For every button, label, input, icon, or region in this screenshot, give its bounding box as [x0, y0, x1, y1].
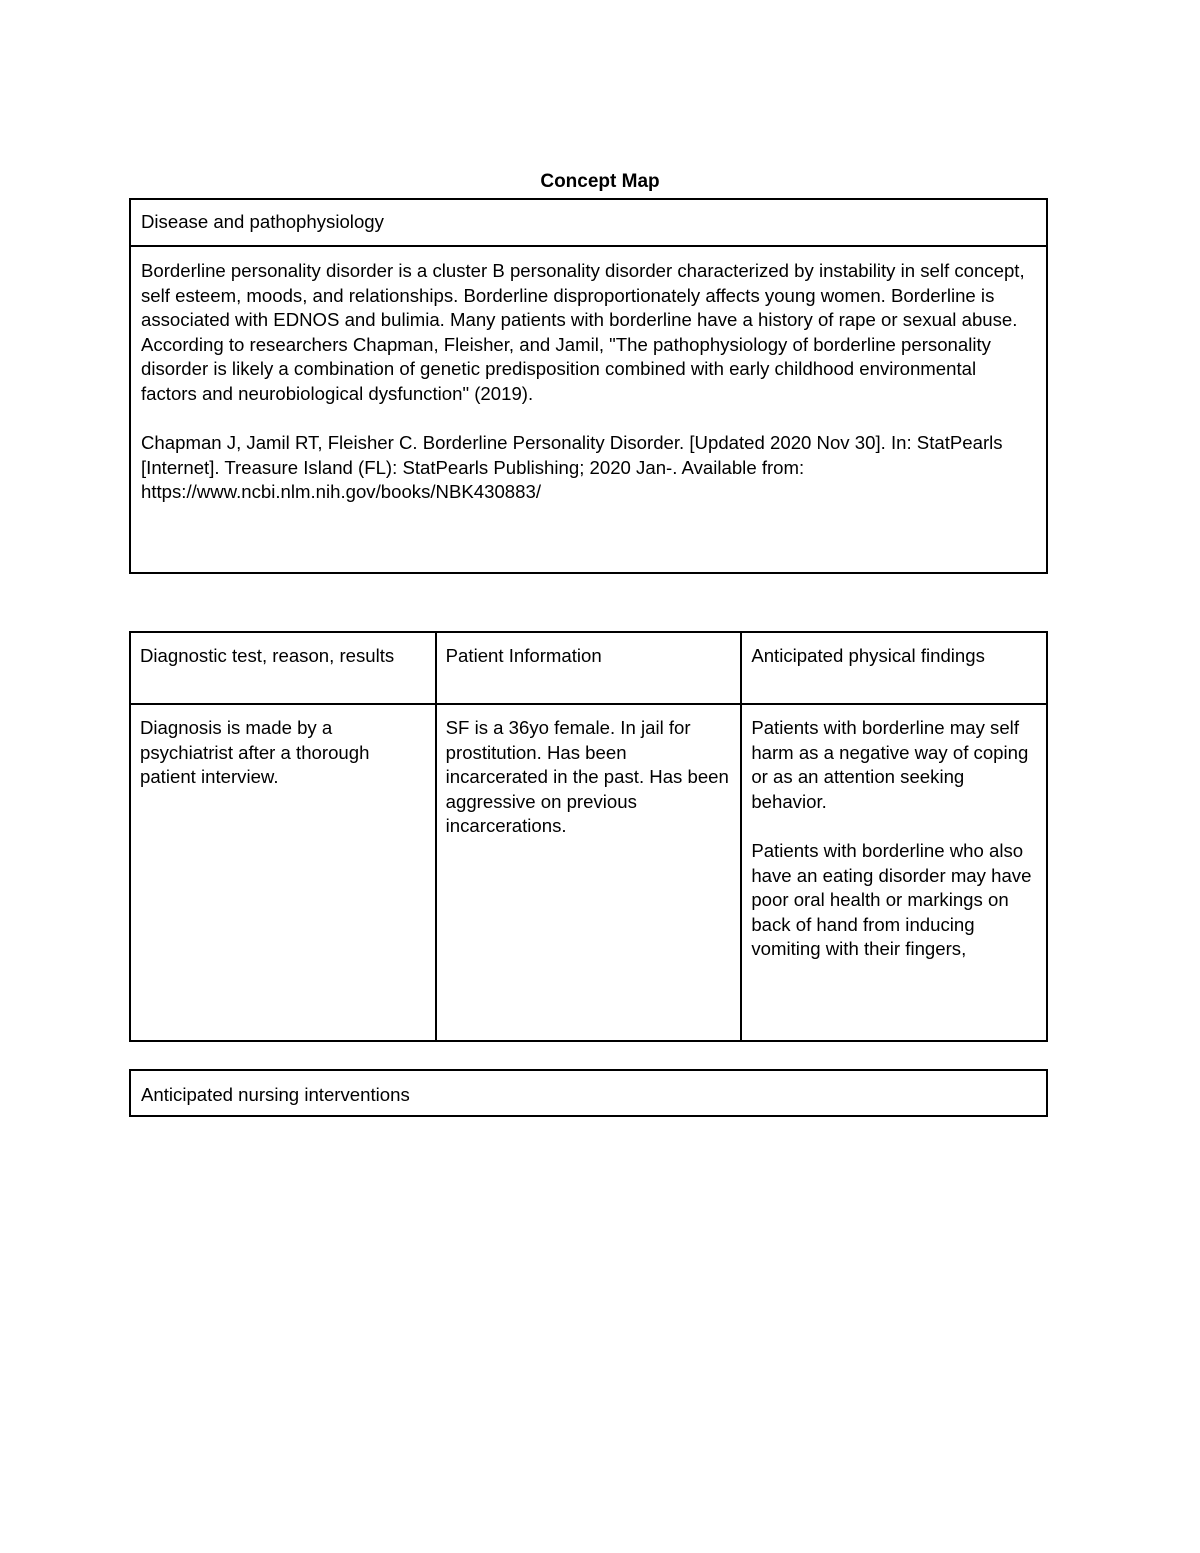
- header-diagnostic: Diagnostic test, reason, results: [130, 632, 436, 704]
- table-row: [130, 704, 1047, 1041]
- finding-eating-disorder: Patients with borderline who also have an eating disorder may have poor oral health or markings on back of hand from inducing vomiting with their fingers,: [751, 839, 1032, 960]
- page-title: Concept Map: [540, 171, 660, 192]
- pathophysiology-text: Borderline personality disorder is a cluster B personality disorder characterized by instability in self concept, self esteem, moods, and relationships. Borderline disproportionately affects young women. Borderline is associated with EDNOS and bulimia. Many patients with borderline have a history of rape or sexual abuse. According to researchers Chapman, Fleisher, and Jamil, "The pathophysiology of borderline personality disorder is likely a combination of genetic predisposition combined with early childhood environmental factors and neurobiological dysfunction" (2019).: [141, 260, 1025, 404]
- disease-section: [129, 198, 1048, 574]
- finding-self-harm: Patients with borderline may self harm as a negative way of coping or as an attention seeking behavior.: [751, 717, 1029, 812]
- cell-diagnostic: Diagnosis is made by a psychiatrist after a thorough patient interview.: [130, 704, 436, 1041]
- header-patient-info: Patient Information: [436, 632, 742, 704]
- disease-body: [131, 247, 1046, 515]
- disease-header: Disease and pathophysiology: [131, 200, 1046, 247]
- citation-text: Chapman J, Jamil RT, Fleisher C. Borderline Personality Disorder. [Updated 2020 Nov 30]. In: StatPearls [Internet]. Treasure Island (FL): StatPearls Publishing; 2020 Jan-. Available from: https://www.ncbi.nlm.nih.gov/books/NBK430883/: [141, 432, 1003, 503]
- cell-patient-info: SF is a 36yo female. In jail for prostitution. Has been incarcerated in the past. Has been aggressive on previous incarcerations.: [436, 704, 742, 1041]
- interventions-section: [129, 1069, 1048, 1117]
- table-header-row: [130, 632, 1047, 704]
- interventions-header: Anticipated nursing interventions: [141, 1084, 410, 1105]
- cell-physical-findings: [741, 704, 1047, 1041]
- header-physical-findings: Anticipated physical findings: [741, 632, 1047, 704]
- assessment-table: [129, 631, 1048, 1042]
